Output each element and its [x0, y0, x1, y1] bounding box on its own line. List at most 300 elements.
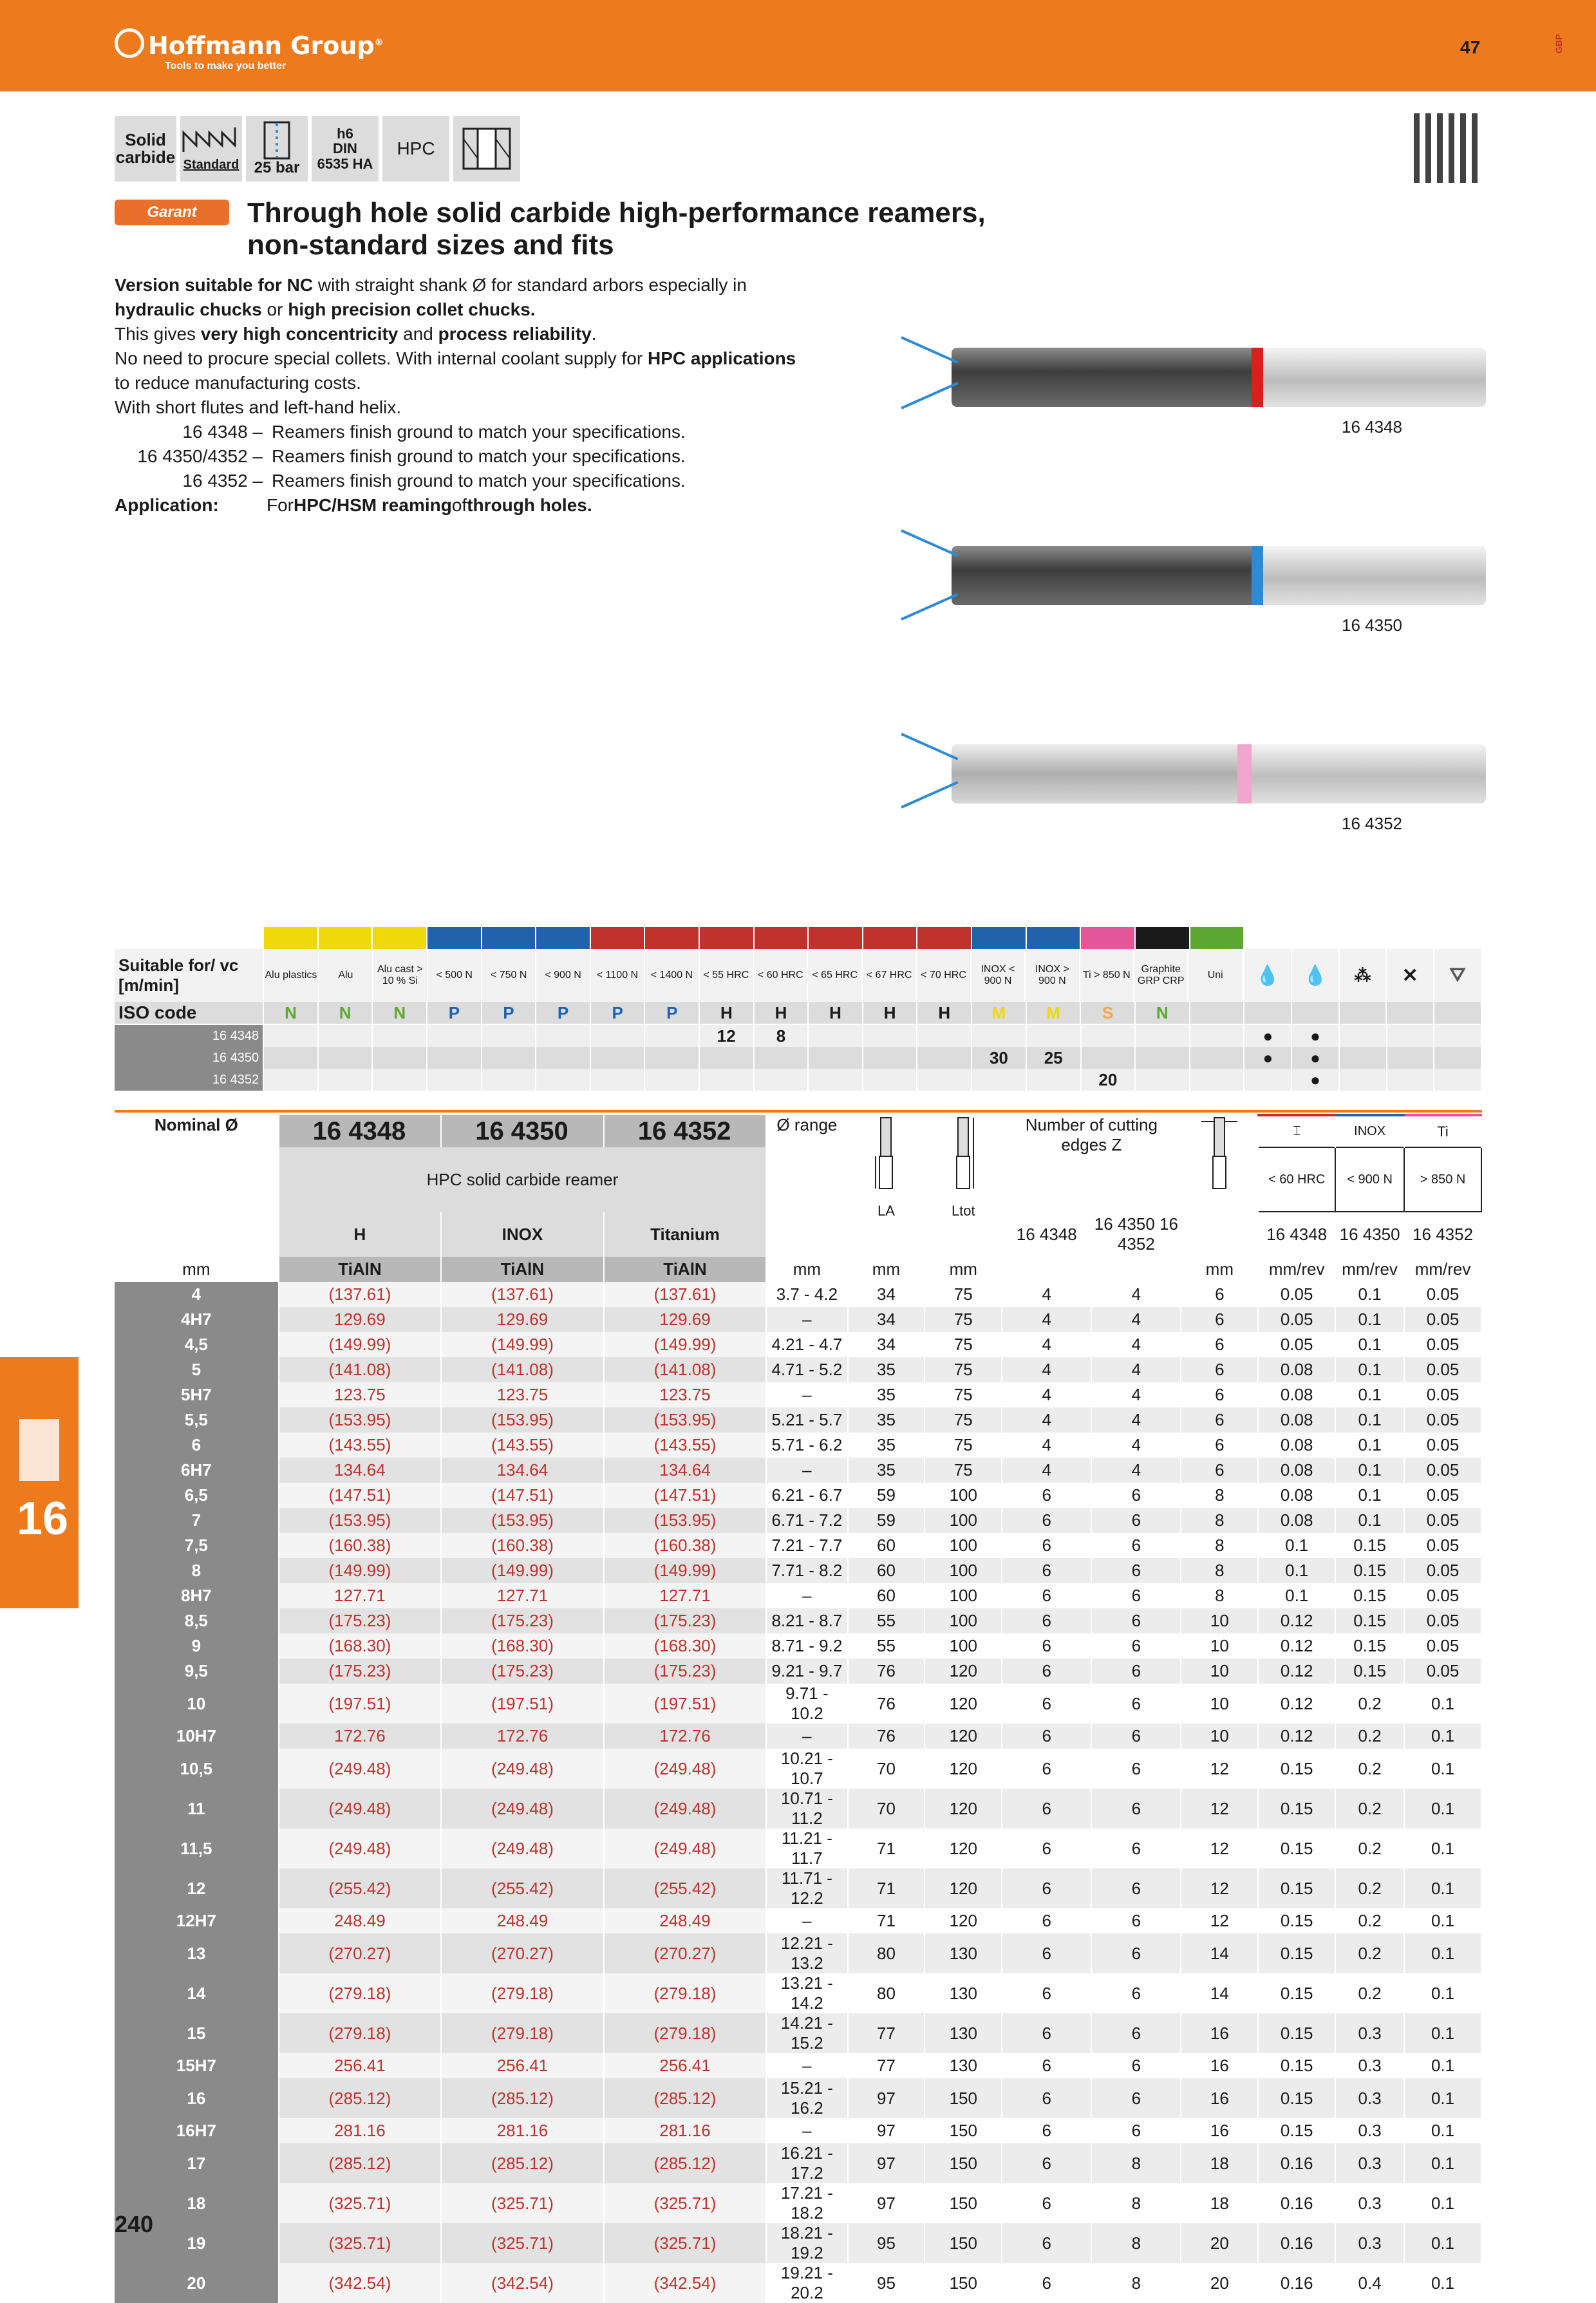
table-cell: 0.05 — [1404, 1307, 1481, 1332]
table-cell: (342.54) — [441, 2263, 604, 2303]
vc-value — [590, 1025, 645, 1047]
table-cell: 8 — [1091, 2223, 1181, 2263]
table-cell: 0.2 — [1335, 1973, 1404, 2013]
table-cell: 4 — [1091, 1357, 1181, 1382]
table-cell: 0.16 — [1258, 2143, 1335, 2183]
table-row — [115, 1407, 1481, 1433]
coolant-emulsion-icon: 💧 — [1291, 949, 1339, 1002]
table-cell: 34 — [848, 1307, 925, 1332]
table-cell: (249.48) — [604, 1789, 767, 1828]
table-cell: 0.1 — [1335, 1357, 1404, 1382]
table-cell: 6 — [1091, 1633, 1181, 1659]
table-cell: 4.71 - 5.2 — [766, 1357, 847, 1382]
table-cell: 12 — [1181, 1789, 1258, 1828]
table-cell: 18 — [1181, 2143, 1258, 2183]
tool-label: 16 4350 — [1342, 616, 1402, 635]
table-cell: 12.21 - 13.2 — [766, 1933, 847, 1973]
vc-value — [1135, 1047, 1190, 1069]
table-cell: 6 — [1091, 2118, 1181, 2143]
vc-value — [808, 1069, 863, 1091]
suitability-row-code: 16 4348 — [115, 1025, 263, 1047]
brand-name: Hoffmann Group — [148, 32, 375, 60]
table-cell: 0.15 — [1258, 1933, 1335, 1973]
table-cell: (137.61) — [604, 1282, 767, 1307]
table-cell: – — [766, 1382, 847, 1407]
length-la-icon: LA — [848, 1115, 925, 1257]
table-cell: 0.05 — [1404, 1332, 1481, 1357]
table-cell: 6 — [1181, 1282, 1258, 1307]
application-line: Application: For HPC/HSM reaming of through holes. — [115, 495, 592, 515]
table-cell: 6 — [1181, 1382, 1258, 1407]
table-cell: 0.3 — [1335, 2223, 1404, 2263]
shank-diameter-icon — [1181, 1115, 1258, 1257]
table-cell: 75 — [925, 1282, 1002, 1307]
table-row — [115, 1868, 1481, 1908]
nominal-diameter: 15 — [115, 2013, 279, 2053]
table-cell: (285.12) — [441, 2078, 604, 2118]
table-cell: (285.12) — [604, 2078, 767, 2118]
suitability-row-code: 16 4350 — [115, 1047, 263, 1069]
table-cell: 14 — [1181, 1933, 1258, 1973]
nominal-diameter: 18 — [115, 2183, 279, 2223]
table-cell: 4 — [1091, 1307, 1181, 1332]
table-cell: 6 — [1091, 2053, 1181, 2078]
table-row — [115, 1789, 1481, 1828]
table-cell: 0.08 — [1258, 1508, 1335, 1533]
unit-mm: mm — [925, 1257, 1002, 1282]
table-cell: 6 — [1002, 2263, 1091, 2303]
table-row — [115, 2013, 1481, 2053]
table-cell: 80 — [848, 1933, 925, 1973]
table-row — [115, 1973, 1481, 2013]
vc-value — [644, 1069, 699, 1091]
table-cell: 120 — [925, 1724, 1002, 1749]
table-cell: 0.1 — [1404, 1868, 1481, 1908]
material-header: < 67 HRC — [862, 949, 916, 1002]
table-cell: 4 — [1002, 1282, 1091, 1307]
iso-code: H — [808, 1002, 863, 1024]
table-cell: (153.95) — [279, 1407, 442, 1433]
table-cell: 35 — [848, 1433, 925, 1458]
vc-value — [1190, 1069, 1244, 1091]
table-cell: 0.1 — [1335, 1407, 1404, 1433]
table-cell: 256.41 — [604, 2053, 767, 2078]
table-cell: 120 — [925, 1749, 1002, 1789]
vc-value — [536, 1069, 590, 1091]
table-cell: 60 — [848, 1558, 925, 1583]
table-cell: 20 — [1181, 2223, 1258, 2263]
vc-value — [917, 1025, 972, 1047]
header-feed-164352: 16 4352 — [1404, 1212, 1481, 1257]
table-cell: 6 — [1002, 1973, 1091, 2013]
table-cell: 0.08 — [1258, 1407, 1335, 1433]
table-cell: 123.75 — [441, 1382, 604, 1407]
table-cell: 6 — [1002, 2013, 1091, 2053]
table-cell: 248.49 — [279, 1908, 442, 1933]
table-cell: (255.42) — [279, 1868, 442, 1908]
table-cell: (255.42) — [604, 1868, 767, 1908]
material-header: Ti > 850 N — [1080, 949, 1134, 1002]
through-hole-icon — [453, 116, 520, 182]
table-cell: (141.08) — [604, 1357, 767, 1382]
iso-code-row — [115, 1002, 1481, 1024]
table-header-top — [115, 1115, 1481, 1147]
table-cell: 0.2 — [1335, 1789, 1404, 1828]
table-cell: 10 — [1181, 1633, 1258, 1659]
suitability-table — [115, 927, 1482, 1091]
table-cell: 0.16 — [1258, 2183, 1335, 2223]
feed-condition-1: < 60 HRC — [1258, 1147, 1335, 1212]
table-cell: 0.1 — [1404, 1749, 1481, 1789]
tool-label: 16 4352 — [1342, 814, 1402, 833]
table-cell: 120 — [925, 1789, 1002, 1828]
table-cell: 5.71 - 6.2 — [766, 1433, 847, 1458]
nominal-diameter: 5 — [115, 1357, 279, 1382]
vc-value — [590, 1047, 645, 1069]
table-cell: 16 — [1181, 2053, 1258, 2078]
table-cell: 134.64 — [604, 1458, 767, 1483]
vc-value — [808, 1047, 863, 1069]
table-cell: 16.21 - 17.2 — [766, 2143, 847, 2183]
table-cell: 55 — [848, 1608, 925, 1633]
table-cell: (249.48) — [604, 1749, 767, 1789]
table-cell: 6 — [1091, 1483, 1181, 1508]
table-cell: 6 — [1002, 1608, 1091, 1633]
coolant-arrow-icon — [901, 593, 958, 621]
table-cell: 6 — [1002, 2223, 1091, 2263]
table-cell: (143.55) — [604, 1433, 767, 1458]
nominal-diameter: 9,5 — [115, 1659, 279, 1684]
nominal-diameter: 5H7 — [115, 1382, 279, 1407]
material-header: INOX < 900 N — [971, 949, 1025, 1002]
table-row — [115, 1382, 1481, 1407]
material-header: < 500 N — [427, 949, 482, 1002]
table-cell: 10 — [1181, 1724, 1258, 1749]
table-cell: – — [766, 2118, 847, 2143]
vc-value: 30 — [972, 1047, 1026, 1069]
table-cell: 0.15 — [1258, 1789, 1335, 1828]
dimension-table — [115, 1114, 1482, 2303]
table-row — [115, 2183, 1481, 2223]
table-cell: 0.3 — [1335, 2118, 1404, 2143]
table-cell: (141.08) — [441, 1357, 604, 1382]
table-header-low — [115, 1212, 1481, 1257]
brand-tagline: Tools to make you better — [165, 61, 286, 71]
suitability-row — [115, 1047, 1481, 1069]
nominal-diameter: 11,5 — [115, 1828, 279, 1868]
vc-value — [1190, 1047, 1244, 1069]
vc-value — [699, 1069, 754, 1091]
table-cell: 18.21 - 19.2 — [766, 2223, 847, 2263]
table-row — [115, 1332, 1481, 1357]
table-cell: 0.15 — [1335, 1583, 1404, 1608]
vc-value — [917, 1047, 972, 1069]
vc-value — [699, 1047, 754, 1069]
table-cell: (143.55) — [441, 1433, 604, 1458]
table-cell: 35 — [848, 1458, 925, 1483]
table-cell: (249.48) — [279, 1828, 442, 1868]
table-cell: 0.4 — [1335, 2263, 1404, 2303]
table-cell: 6 — [1002, 1724, 1091, 1749]
table-cell: 20 — [1181, 2263, 1258, 2303]
nominal-diameter: 9 — [115, 1633, 279, 1659]
page-header — [0, 0, 1596, 91]
vc-value — [863, 1025, 917, 1047]
table-cell: 100 — [925, 1483, 1002, 1508]
material-header: < 750 N — [482, 949, 536, 1002]
air-blast-icon: ⛛ — [1434, 949, 1481, 1002]
table-cell: 129.69 — [441, 1307, 604, 1332]
table-cell: (153.95) — [604, 1508, 767, 1533]
table-cell: 0.15 — [1335, 1633, 1404, 1659]
table-cell: – — [766, 1724, 847, 1749]
iso-code: N — [263, 1002, 318, 1024]
table-row — [115, 1533, 1481, 1558]
table-cell: (325.71) — [279, 2223, 442, 2263]
table-cell: 0.2 — [1335, 1828, 1404, 1868]
nominal-diameter: 12H7 — [115, 1908, 279, 1933]
table-cell: 0.1 — [1404, 2013, 1481, 2053]
table-cell: 17.21 - 18.2 — [766, 2183, 847, 2223]
table-row — [115, 1633, 1481, 1659]
table-cell: 0.15 — [1258, 1908, 1335, 1933]
table-row — [115, 1724, 1481, 1749]
nominal-diameter: 14 — [115, 1973, 279, 2013]
feed-header-ti: Ti — [1404, 1115, 1481, 1147]
suitability-row-code: 16 4352 — [115, 1069, 263, 1091]
table-cell: 0.1 — [1404, 1908, 1481, 1933]
nominal-diameter: 4 — [115, 1282, 279, 1307]
table-cell: 75 — [925, 1407, 1002, 1433]
product-description: Version suitable for NC with straight shank Ø for standard arbors especially in hydraulic chucks or high precision collet chucks. This gives very high concentricity and process reliability. No need to procure special collets. With internal coolant supply for HPC applications to reduce manufacturing costs. With short flutes and left-hand helix. 16 4348 – Reamers finish ground to match your specifications. 16 4350/4352 – Reamers finish ground to match your specifications. 16 4352 – Reamers finish ground to match your specifications. Application: For HPC/HSM reaming of through holes. — [115, 273, 842, 518]
table-cell: (249.48) — [279, 1749, 442, 1789]
vc-value — [1135, 1025, 1190, 1047]
nominal-diameter: 4,5 — [115, 1332, 279, 1357]
unit-mmrev: mm/rev — [1258, 1257, 1335, 1282]
table-cell: 4 — [1002, 1382, 1091, 1407]
table-cell: (325.71) — [441, 2183, 604, 2223]
table-cell: 10.21 - 10.7 — [766, 1749, 847, 1789]
table-row — [115, 1583, 1481, 1608]
table-cell: 18 — [1181, 2183, 1258, 2223]
table-cell: (147.51) — [441, 1483, 604, 1508]
table-cell: 6 — [1091, 1659, 1181, 1684]
material-header-row — [115, 949, 1481, 1002]
table-cell: (197.51) — [604, 1684, 767, 1724]
material-header: Alu plastics — [264, 949, 318, 1002]
table-header-mid: HPC solid carbide reamer < 60 HRC < 900 N > 850 N — [115, 1147, 1481, 1212]
table-cell: 4 — [1002, 1433, 1091, 1458]
table-cell: (270.27) — [604, 1933, 767, 1973]
header-feed-164348: 16 4348 — [1258, 1212, 1335, 1257]
coolant-arrow-icon — [901, 733, 958, 760]
vc-value — [1081, 1025, 1136, 1047]
header-INOX: INOX — [441, 1212, 604, 1257]
material-header: < 70 HRC — [916, 949, 970, 1002]
table-cell: 100 — [925, 1533, 1002, 1558]
table-cell: (149.99) — [279, 1558, 442, 1583]
table-cell: 0.16 — [1258, 2223, 1335, 2263]
nominal-diameter: 8,5 — [115, 1608, 279, 1633]
table-cell: 0.15 — [1335, 1533, 1404, 1558]
table-cell: 248.49 — [441, 1908, 604, 1933]
table-row — [115, 1357, 1481, 1382]
solid-carbide-icon: Solid carbide — [115, 116, 176, 182]
table-cell: 4 — [1091, 1433, 1181, 1458]
table-cell: 75 — [925, 1307, 1002, 1332]
table-cell: 0.08 — [1258, 1357, 1335, 1382]
material-header: < 1400 N — [644, 949, 699, 1002]
header-Ti: Titanium — [604, 1212, 767, 1257]
table-cell: (279.18) — [279, 2013, 442, 2053]
table-cell: 6 — [1181, 1458, 1258, 1483]
table-cell: (149.99) — [441, 1558, 604, 1583]
iso-code: S — [1080, 1002, 1135, 1024]
din-standard-icon: h6 DIN 6535 HA — [312, 116, 379, 182]
vc-value — [1135, 1069, 1190, 1091]
table-cell: 4 — [1002, 1407, 1091, 1433]
nominal-diameter: 19 — [115, 2223, 279, 2263]
table-cell: 281.16 — [604, 2118, 767, 2143]
vc-value — [372, 1025, 427, 1047]
table-cell: 130 — [925, 2013, 1002, 2053]
table-cell: (279.18) — [441, 1973, 604, 2013]
vc-value — [482, 1069, 536, 1091]
chapter-number: 16 — [17, 1493, 69, 1545]
table-cell: (175.23) — [441, 1608, 604, 1633]
table-cell: 7.71 - 8.2 — [766, 1558, 847, 1583]
table-cell: (249.48) — [441, 1789, 604, 1828]
table-cell: 6 — [1091, 1828, 1181, 1868]
table-cell: 0.1 — [1404, 1684, 1481, 1724]
table-cell: 0.1 — [1335, 1382, 1404, 1407]
unit-mm: mm — [1181, 1257, 1258, 1282]
table-cell: 0.05 — [1404, 1458, 1481, 1483]
table-cell: 123.75 — [604, 1382, 767, 1407]
table-row — [115, 2078, 1481, 2118]
vc-value — [590, 1069, 645, 1091]
table-cell: 6 — [1002, 1483, 1091, 1508]
table-cell: 6 — [1002, 1659, 1091, 1684]
table-cell: 129.69 — [279, 1307, 442, 1332]
nominal-diameter: 7 — [115, 1508, 279, 1533]
table-cell: 127.71 — [279, 1583, 442, 1608]
chapter-tab[interactable] — [0, 1357, 79, 1608]
table-units-row — [115, 1257, 1481, 1282]
reamer-chapter-icon — [19, 1419, 59, 1481]
table-cell: (285.12) — [279, 2143, 442, 2183]
table-cell: 97 — [848, 2183, 925, 2223]
table-cell: 16 — [1181, 2118, 1258, 2143]
vc-value — [754, 1047, 809, 1069]
table-cell: 0.08 — [1258, 1382, 1335, 1407]
table-cell: (153.95) — [441, 1407, 604, 1433]
table-cell: 4 — [1002, 1357, 1091, 1382]
iso-code: P — [482, 1002, 536, 1024]
table-cell: 4 — [1091, 1382, 1181, 1407]
table-cell: 6 — [1181, 1407, 1258, 1433]
vc-value — [972, 1025, 1026, 1047]
nominal-diameter: 10H7 — [115, 1724, 279, 1749]
vc-value — [808, 1025, 863, 1047]
header-code-164352: 16 4352 — [604, 1115, 767, 1147]
table-cell: 120 — [925, 1908, 1002, 1933]
table-cell: 6 — [1091, 1724, 1181, 1749]
table-cell: 0.2 — [1335, 1684, 1404, 1724]
table-cell: 59 — [848, 1483, 925, 1508]
vc-value — [1081, 1047, 1136, 1069]
table-cell: 6 — [1091, 1933, 1181, 1973]
table-cell: 6 — [1091, 1749, 1181, 1789]
table-cell: 6 — [1091, 2078, 1181, 2118]
table-cell: 100 — [925, 1633, 1002, 1659]
vc-value — [644, 1025, 699, 1047]
table-cell: 0.15 — [1258, 2078, 1335, 2118]
table-cell: 0.1 — [1404, 2078, 1481, 2118]
header-reamer: HPC solid carbide reamer — [279, 1147, 767, 1212]
table-cell: 120 — [925, 1868, 1002, 1908]
vc-value — [1026, 1069, 1081, 1091]
table-cell: 6 — [1002, 1633, 1091, 1659]
table-cell: 16 — [1181, 2078, 1258, 2118]
table-cell: 11.21 - 11.7 — [766, 1828, 847, 1868]
table-cell: 120 — [925, 1659, 1002, 1684]
unit-mm: mm — [766, 1257, 847, 1282]
nominal-diameter: 20 — [115, 2263, 279, 2303]
table-cell: 0.1 — [1258, 1558, 1335, 1583]
unit-mm: mm — [848, 1257, 925, 1282]
table-cell: 0.15 — [1258, 1973, 1335, 2013]
vc-value — [263, 1025, 318, 1047]
table-cell: (149.99) — [441, 1332, 604, 1357]
vc-value — [318, 1025, 373, 1047]
table-cell: 0.1 — [1335, 1433, 1404, 1458]
iso-code: N — [318, 1002, 373, 1024]
coolant-dot: ● — [1244, 1047, 1291, 1069]
table-cell: 97 — [848, 2143, 925, 2183]
table-cell: 6 — [1091, 1583, 1181, 1608]
vc-value — [427, 1069, 482, 1091]
table-cell: 6 — [1002, 1533, 1091, 1558]
table-cell: 6 — [1002, 2078, 1091, 2118]
unit-mmrev: mm/rev — [1335, 1257, 1404, 1282]
vc-value — [263, 1069, 318, 1091]
coolant-dot — [1244, 1069, 1291, 1091]
table-cell: 0.05 — [1404, 1558, 1481, 1583]
material-color-bar — [115, 927, 1481, 949]
table-cell: 14.21 - 15.2 — [766, 2013, 847, 2053]
table-cell: 0.05 — [1404, 1407, 1481, 1433]
qr-code-icon[interactable] — [1414, 113, 1483, 183]
table-cell: 14 — [1181, 1973, 1258, 2013]
table-cell: 59 — [848, 1508, 925, 1533]
material-header: < 60 HRC — [753, 949, 807, 1002]
table-cell: 6 — [1091, 1789, 1181, 1828]
table-row — [115, 1684, 1481, 1724]
table-cell: 8 — [1181, 1483, 1258, 1508]
vc-value — [1190, 1025, 1244, 1047]
table-cell: 0.05 — [1404, 1659, 1481, 1684]
material-header: Alu cast > 10 % Si — [373, 949, 427, 1002]
header-feed-164350: 16 4350 — [1335, 1212, 1404, 1257]
table-cell: (249.48) — [604, 1828, 767, 1868]
table-cell: (279.18) — [279, 1973, 442, 2013]
table-cell: 130 — [925, 1973, 1002, 2013]
table-cell: 75 — [925, 1458, 1002, 1483]
coolant-arrow-icon — [901, 781, 958, 809]
table-cell: 6 — [1181, 1433, 1258, 1458]
table-row — [115, 2053, 1481, 2078]
